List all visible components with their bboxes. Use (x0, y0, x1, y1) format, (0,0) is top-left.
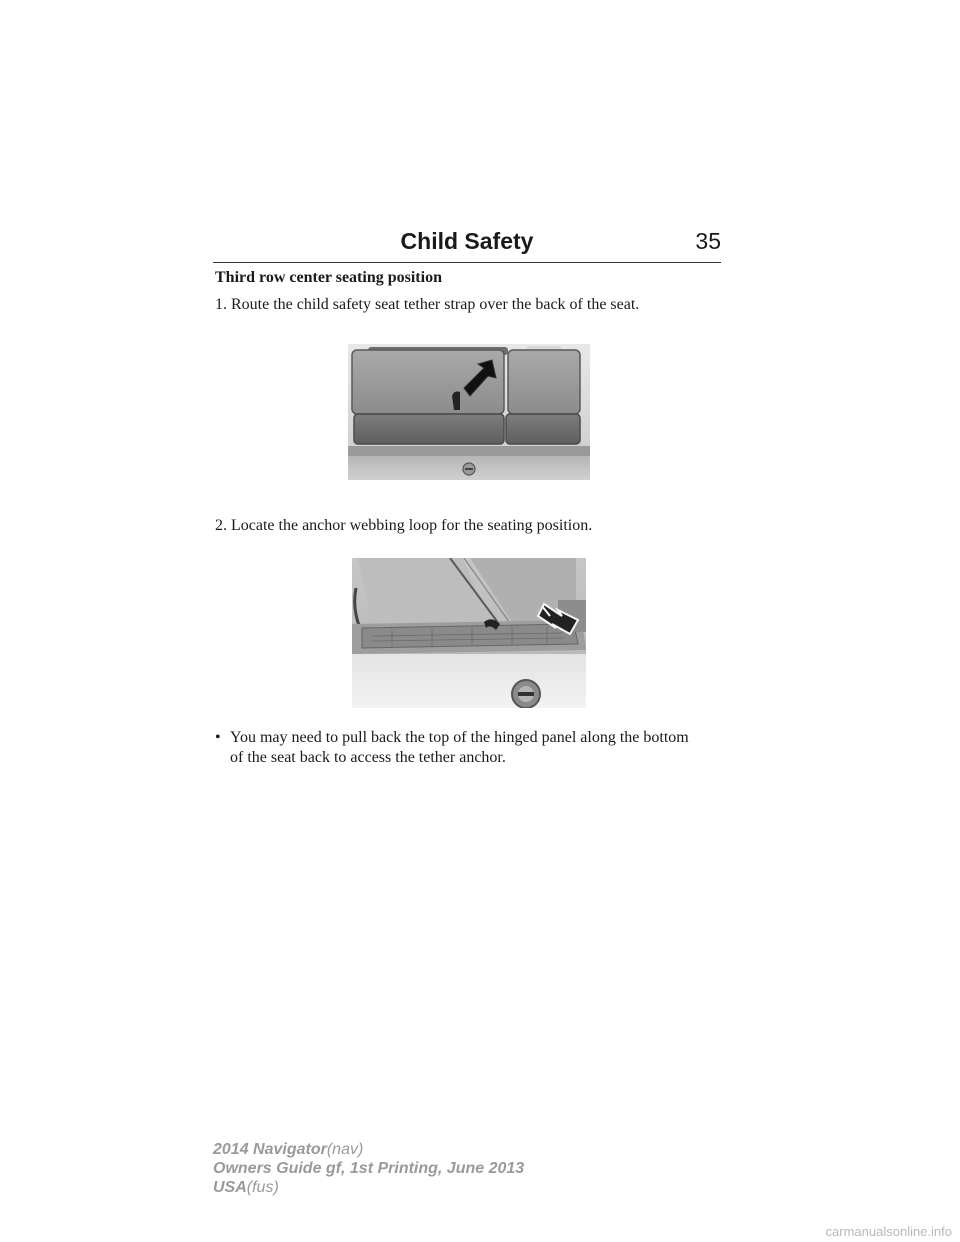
footer-model-code: (nav) (326, 1141, 364, 1158)
page-number: 35 (695, 228, 721, 254)
bullet-item (215, 728, 695, 768)
bullet-marker: • (215, 729, 221, 746)
footer (213, 1140, 524, 1197)
page-header (213, 224, 721, 263)
section-title: Child Safety (400, 228, 534, 254)
footer-line-3 (213, 1178, 524, 1197)
footer-line-1 (213, 1140, 524, 1159)
watermark: carmanualsonline.info (825, 1224, 952, 1239)
footer-model: 2014 Navigator (213, 1141, 327, 1158)
footer-market-code: (fus) (246, 1179, 279, 1196)
footer-market: USA (213, 1179, 247, 1196)
step-1-text: 1. Route the child safety seat tether strap over the back of the seat. (215, 296, 640, 313)
figure-anchor-webbing-loop (352, 558, 586, 708)
subheading: Third row center seating position (215, 269, 442, 286)
footer-line-2: Owners Guide gf, 1st Printing, June 2013 (213, 1160, 525, 1177)
step-2-text: 2. Locate the anchor webbing loop for the seating position. (215, 517, 593, 534)
bullet-text: You may need to pull back the top of the hinged panel along the bottom of the seat back to access the tether anchor. (230, 729, 689, 766)
figure-seat-tether-strap (348, 344, 590, 480)
